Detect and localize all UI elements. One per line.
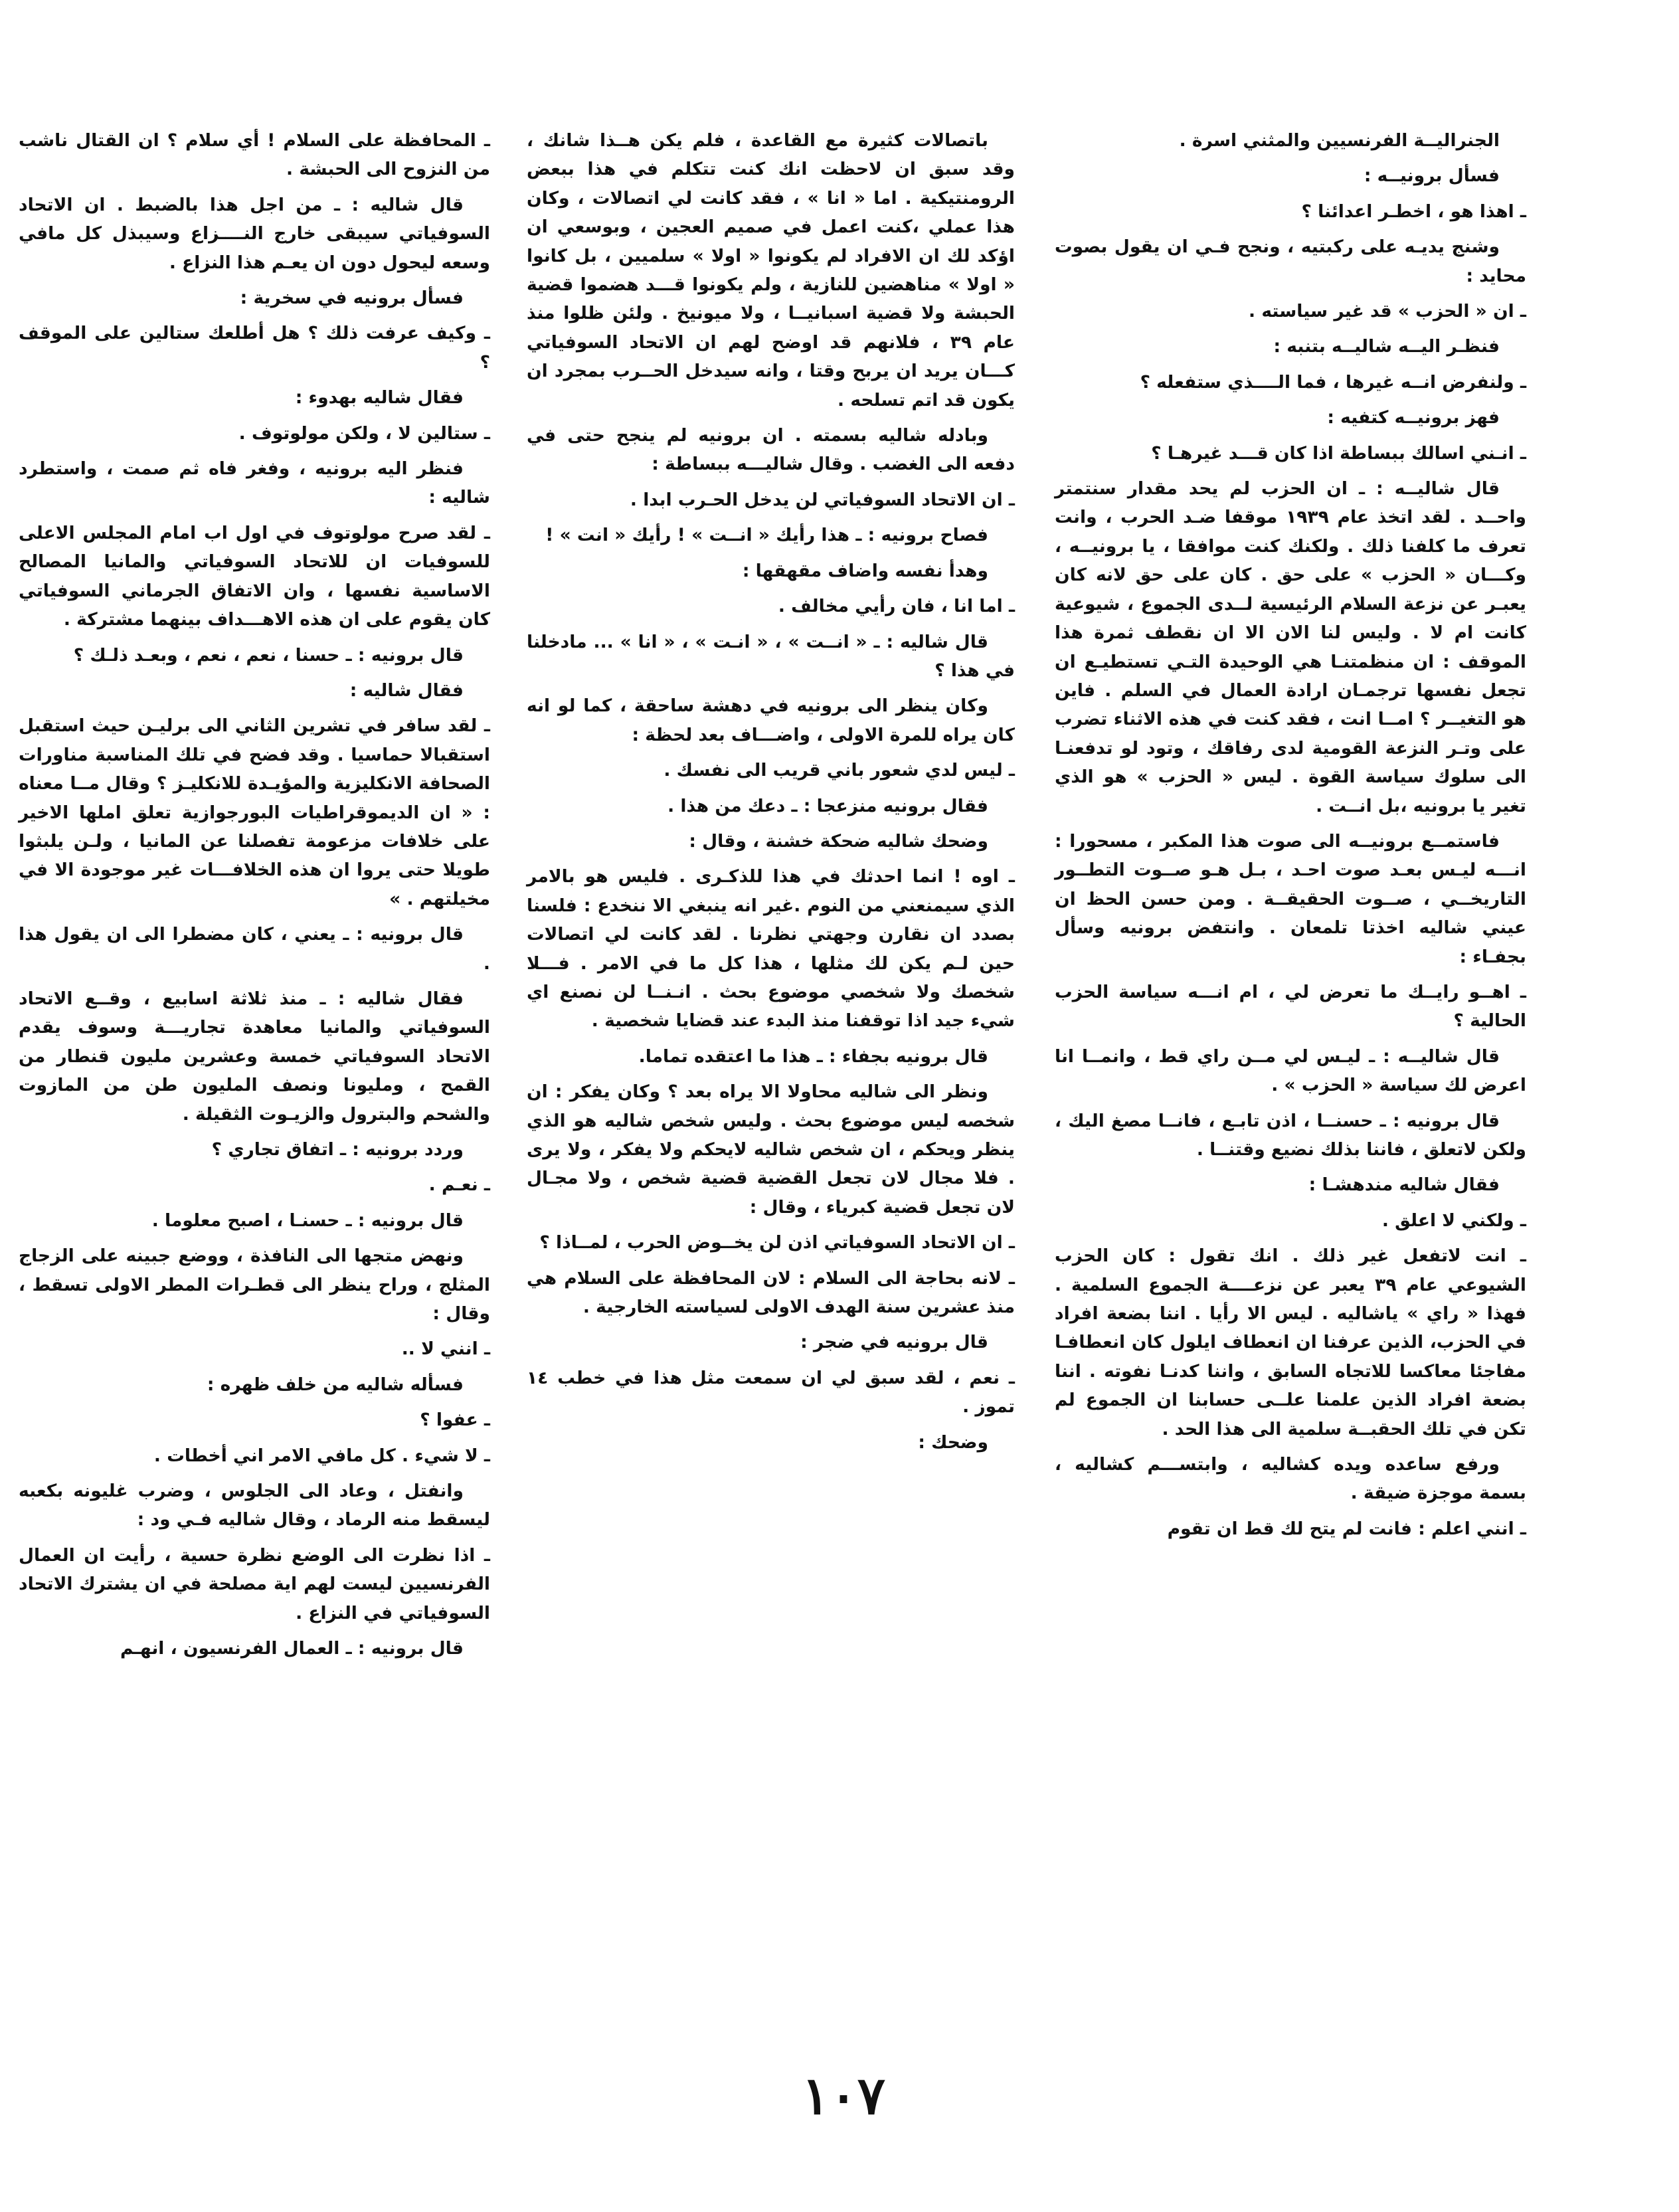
paragraph: فقال شاليه : ـ منذ ثلاثة اسابيع ، وقــع الاتحاد السوفياتي والمانيا معاهدة تجاريـــة وسوف يقدم الاتحاد السوفياتي خمسة وعشرين مليون قنطار من القمح ، ومليونا ونصف المليون طن من المازوت والشحم والبترول والزيـوت الثقيلة . — [19, 988, 490, 1125]
paragraph: وشنج يديـه على ركبتيه ، ونجح فـي ان يقول بصوت محايد : — [1055, 236, 1526, 286]
text-column-left — [19, 126, 490, 1670]
paragraph: قال برونيه في ضجر : — [800, 1332, 988, 1353]
paragraph: قال شاليــه : ـ ليـس لي مــن راي قط ، وانمــا انا اعرض لك سياسة « الحزب » . — [1055, 1046, 1526, 1096]
paragraph: قال شاليــه : ـ ان الحزب لم يحد مقدار سنتمتر واحــد . لقد اتخذ عام ١٩٣٩ موقفا ضـد الحرب ، وانت تعرف ما كلفنا ذلك . ولكنك كنت موافقا ، يا برونيــه ، وكـــان « الحزب » على حق . كان على حق لانه كان يعبـر عن نزعة السلام الرئيسية لــدى الجموع ، شيوعية كانت ام لا . وليس لنا الان الا ان نقطف ثمرة هذا الموقف : ان منظمتنـا هي الوحيدة التـي تستطيـع ان تجعل نفسها ترجمـان ارادة العمال في السلم . فاين هو التغيــر ؟ امــا انت ، فقد كنت في هذه الاثناء تضرب على وتـر النزعة القومية لدى رفاقك ، وتود لو تدفعنـا الى سلوك سياسة القوة . ليس « الحزب » هو الذي تغير يا برونيه ،بل انــت . — [1055, 478, 1526, 816]
paragraph: فهز برونيــه كتفيه : — [1327, 407, 1500, 428]
paragraph: ـ لانه بحاجة الى السلام : لان المحافظة على السلام هي منذ عشرين سنة الهدف الاولى لسياسته الخارجية . — [527, 1267, 1015, 1318]
paragraph: ـ انـني اسالك ببساطة اذا كان قـــد غيرهـا ؟ — [1151, 442, 1526, 464]
paragraph: ـ اذا نظرت الى الوضع نظرة حسية ، رأيت ان العمال الفرنسيين ليست لهم اية مصلحة في ان يشترك الاتحاد السوفياتي في النزاع . — [19, 1544, 490, 1623]
paragraph: ـ انني لا .. — [401, 1338, 490, 1360]
paragraph: ـ ان « الحزب » قد غير سياسته . — [1249, 301, 1526, 322]
paragraph: وكان ينظر الى برونيه في دهشة ساحقة ، كما لو انه كان يراه للمرة الاولى ، واضـــاف بعد لحظة : — [527, 695, 1015, 745]
paragraph: قال شاليه : ـ « انــت » ، « انـت » ، « انا » ... مادخلنا في هذا ؟ — [527, 631, 1015, 681]
paragraph: ونهض متجها الى النافذة ، ووضع جبينه على الزجاج المثلج ، وراح ينظر الى قطـرات المطر الاولى تسقط ، وقال : — [19, 1245, 490, 1325]
paragraph: ـ ليس لدي شعور باني قريب الى نفسك . — [663, 760, 1015, 781]
text-column-middle — [527, 126, 1015, 1463]
paragraph: ـ لقد سافر في تشرين الثاني الى برليـن حيث استقبل استقبالا حماسيا . وقد فضح في تلك المناسبة مناورات الصحافة الانكليزية والمؤيـدة للانكليـز ؟ وقال مــا معناه : « ان الديموقراطيات البورجوازية تعلق املها الاخير على خلافات مزعومة تفصلنا عن المانيا ، ولـن يلبثوا طويلا حتى يروا ان هذه الخلافـــات غير موجودة الا في مخيلتهم . » — [19, 715, 490, 909]
paragraph: فاستمــع برونيــه الى صوت هذا المكبر ، مسحورا : انـــه ليـس بعـد صوت احـد ، بـل هـو صــوت التطــور التاريخــي ، صــوت الحقيقــة . ومن حسن الحظ ان عيني شاليه اخذتا تلمعان . وانتفض برونيه وسأل بجفـاء : — [1055, 830, 1526, 967]
paragraph: الجنراليــة الفرنسيين والمثني اسرة . — [1179, 130, 1500, 151]
paragraph: قال برونيه : ـ يعني ، كان مضطرا الى ان يقول هذا . — [19, 924, 490, 974]
paragraph: ـ ولنفرض انــه غيرها ، فما الــــذي ستفعله ؟ — [1140, 371, 1526, 393]
paragraph: فنظر اليه برونيه ، وفغر فاه ثم صمت ، واستطرد شاليه : — [19, 458, 490, 508]
paragraph: ـ انني اعلم : فانت لم يتح لك قط ان تقوم — [1167, 1518, 1526, 1539]
paragraph: ـ المحافظة على السلام ! أي سلام ؟ ان القتال ناشب من النزوح الى الحبشة . — [19, 130, 490, 180]
paragraph: فسأل برونيــه : — [1364, 165, 1500, 187]
paragraph: فقال شاليه مندهشـا : — [1308, 1174, 1500, 1196]
paragraph: ـ ان الاتحاد السوفياتي لن يدخل الحـرب ابدا . — [630, 489, 1015, 510]
paragraph: ـ ان الاتحاد السوفياتي اذن لن يخــوض الحرب ، لمــاذا ؟ — [539, 1232, 1015, 1253]
paragraph: فقال برونيه منزعجا : ـ دعك من هذا . — [667, 795, 988, 816]
paragraph: وضحك شاليه ضحكة خشنة ، وقال : — [689, 830, 988, 852]
paragraph: ـ اهــو رايــك ما تعرض لي ، ام انـــه سياسة الحزب الحالية ؟ — [1055, 981, 1526, 1032]
paragraph: ورفع ساعده ويده كشاليه ، وابتســـم كشاليه ، بسمة موجزة ضيقة . — [1055, 1454, 1526, 1504]
paragraph: وردد برونيه : ـ اتفاق تجاري ؟ — [211, 1139, 464, 1160]
paragraph: قال برونيه : ـ حسنـا ، اصبح معلوما . — [151, 1210, 464, 1231]
paragraph: ـ ولكني لا اعلق . — [1381, 1210, 1526, 1231]
paragraph: ـ نعـم . — [428, 1174, 490, 1196]
paragraph: ونظر الى شاليه محاولا الا يراه بعد ؟ وكان يفكر : ان شخصه ليس موضوع بحث . وليس شخص شاليه هو الذي ينظر ويحكم ، ان شخص شاليه لايحكم ولا يفكر ، ولا يرى . فلا مجال لان تجعل القضية قضية شخص ، ولا مجـال لان تجعل قضية كبرياء ، وقال : — [527, 1081, 1015, 1218]
paragraph: ـ لقد صرح مولوتوف في اول اب امام المجلس الاعلى للسوفيات ان للاتحاد السوفياتي والمانيا المصالح الاساسية نفسها ، وان الاتفاق الجرماني السوفياتي كان يقوم على ان هذه الاهـــداف بينهما مشتركة . — [19, 522, 490, 630]
paragraph: قال شاليه : ـ من اجل هذا بالضبط . ان الاتحاد السوفياتي سيبقى خارج النــــزاع وسيبذل كل مافي وسعه ليحول دون ان يعـم هذا النزاع . — [19, 194, 490, 273]
paragraph: فنظـر اليــه شاليــه بتنبه : — [1273, 336, 1500, 357]
paragraph: ـ اهذا هو ، اخطـر اعدائنا ؟ — [1301, 201, 1526, 222]
paragraph: ـ اوه ! انما احدثك في هذا للذكـرى . فليس هو بالامر الذي سيمنعني من النوم .غير انه ينبغي الا ننخدع : فلسنا بصدد ان نقارن وجهتي نظرنا . لقد كانت لي اتصالات حين لـم يكن لك مثلها ، هذا كل ما في الامر . فـــلا شخصك ولا شخصي موضوع بحث . انـنــا لن نصنع اي شيء جيد اذا توقفنا منذ البدء عند قضايا شخصية . — [527, 866, 1015, 1032]
paragraph: فقال شاليه : — [349, 680, 464, 701]
paragraph: قال برونيه : ـ حسنا ، نعم ، نعم ، وبعـد ذلـك ؟ — [73, 644, 464, 666]
paragraph: ـ اما انا ، فان رأيي مخالف . — [778, 596, 1015, 617]
paragraph: وبادله شاليه بسمته . ان برونيه لم ينجح حتى في دفعه الى الغضب . وقال شاليـــه ببساطة : — [527, 425, 1015, 475]
paragraph: ـ وكيف عرفت ذلك ؟ هل أطلعك ستالين على الموقف ؟ — [19, 323, 490, 373]
paragraph: ـ ستالين لا ، ولكن مولوتوف . — [238, 422, 490, 444]
paragraph: ـ نعم ، لقد سبق لي ان سمعت مثل هذا في خطب ١٤ تموز . — [527, 1367, 1015, 1418]
paragraph: فصاح برونيه : ـ هذا رأيك « انــت » ! رأيك « انت » ! — [545, 525, 988, 546]
paragraph: قال برونيه : ـ العمال الفرنسيون ، انهـم — [120, 1638, 464, 1659]
paragraph: وضحك : — [918, 1431, 988, 1453]
paragraph: فسأله شاليه من خلف ظهره : — [207, 1374, 464, 1395]
paragraph: ـ انت لاتفعل غير ذلك . انك تقول : كان الحزب الشيوعي عام ٣٩ يعبر عن نزعــــة الجموع السلمية . فهذا « راي » ياشاليه . ليس الا رأيا . اننا بضعة افراد في الحزب، الذين عرفنا ان انعطاف ايلول كان انعطافـا مفاجئا معاكسا للاتجاه السابق ، واننا كدنـا نفوته . اننا بضعة افراد الذين علمنا علــى حسابنا ان الجموع لم تكن في تلك الحقبــة سلمية الى هذا الحد . — [1055, 1245, 1526, 1439]
text-column-right — [1055, 126, 1526, 1550]
paragraph: وانفتل ، وعاد الى الجلوس ، وضرب غليونه بكعبه ليسقط منه الرماد ، وقال شاليه فـي ود : — [19, 1481, 490, 1530]
paragraph: قال برونيه : ـ حسنــا ، اذن تابـع ، فانــا مصغ اليك ، ولكن لاتعلق ، فاننا بذلك نضيع وقتنــا . — [1055, 1110, 1526, 1160]
paragraph: فقال شاليه بهدوء : — [295, 387, 464, 409]
paragraph: باتصالات كثيرة مع القاعدة ، فلم يكن هــذا شانك ، وقد سبق ان لاحظت انك كنت تتكلم في هذا ببعض الرومنتيكية . اما « انا » ، فقد كانت لي اتصالات ، وكان هذا عملي ،كنت اعمل في صميم العجين ، وبوسعي ان اؤكد لك ان الافراد لم يكونوا « اولا » سلميين ، بل كانوا « اولا » مناهضين للنازية ، ولم يكونوا قـــد هضموا قضية الحبشة ولا قضية اسبانيــا ، ولا ميونيخ . ولئن ظلوا منذ عام ٣٩ ، فلانهم قد اوضح لهم ان الاتحاد السوفياتي كـــان يريد ان يربح وقتا ، وانه سيدخل الحــرب بمجرد ان يكون قد اتم تسلحه . — [527, 130, 1015, 411]
paragraph: وهدأ نفسه واضاف مقهقها : — [742, 560, 988, 581]
paragraph: قال برونيه بجفاء : ـ هذا ما اعتقده تماما. — [638, 1046, 988, 1067]
paragraph: ـ عفوا ؟ — [420, 1410, 490, 1431]
paragraph: فسأل برونيه في سخرية : — [240, 288, 464, 309]
paragraph: ـ لا شيء . كل مافي الامر اني أخطات . — [153, 1445, 490, 1466]
page-number: ١٠٧ — [802, 2066, 885, 2126]
